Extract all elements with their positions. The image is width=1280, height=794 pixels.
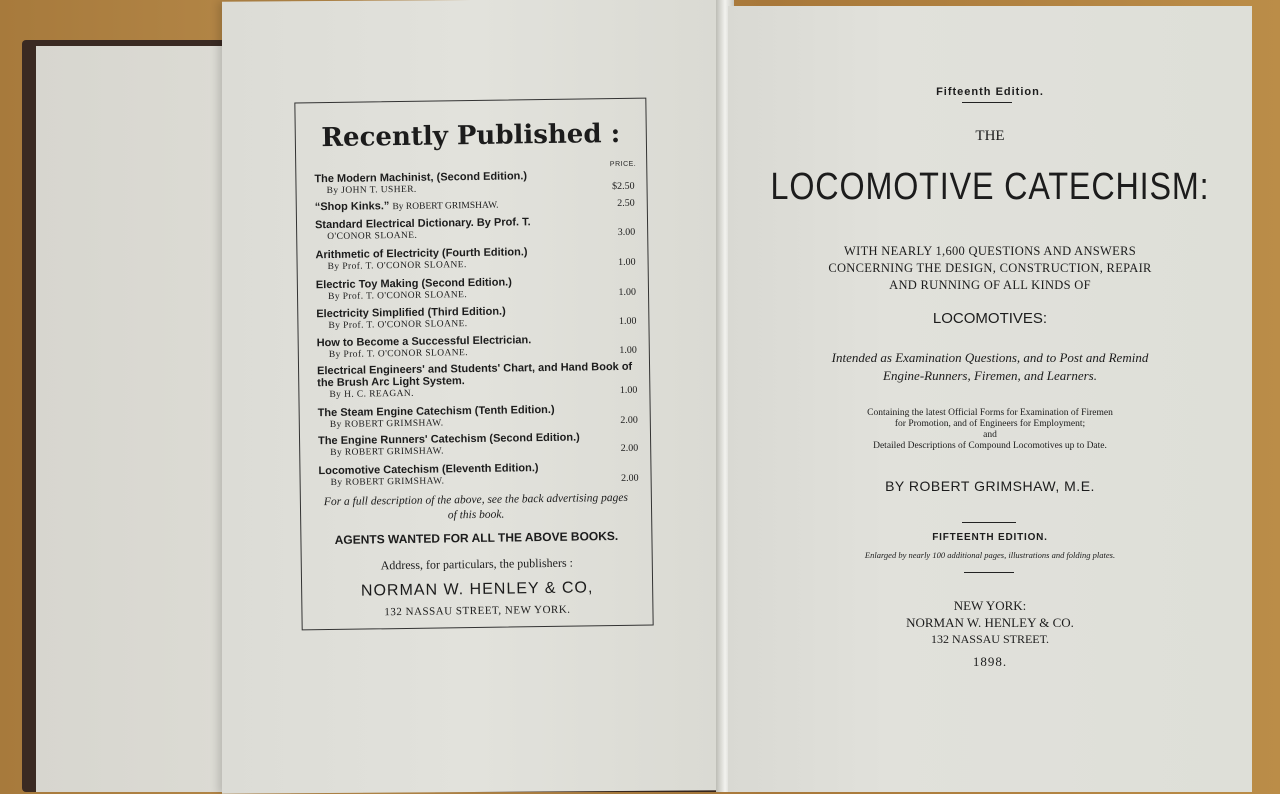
book-entry: The Steam Engine Catechism (Tenth Edition.) By ROBERT GRIMSHAW. 2.00 bbox=[317, 403, 638, 431]
address-line: Address, for particulars, the publishers : bbox=[380, 555, 574, 573]
imprint-city: NEW YORK: bbox=[953, 598, 1027, 613]
ad-title: Recently Published : bbox=[321, 118, 621, 154]
subtitle-line: WITH NEARLY 1,600 QUESTIONS AND ANSWERS bbox=[844, 244, 1136, 258]
ad-note: For a full description of the above, see the back advertising pages of this book. bbox=[323, 491, 628, 522]
edition-top: Fifteenth Edition. bbox=[936, 86, 1044, 98]
advertisement-box bbox=[294, 98, 653, 631]
book-entry: How to Become a Successful Electrician. By Prof. T. O'CONOR SLOANE. 1.00 bbox=[316, 334, 637, 361]
price-header: PRICE. bbox=[609, 160, 637, 169]
containing-line: Detailed Descriptions of Compound Locomotives up to Date. bbox=[873, 441, 1107, 451]
subtitle-line: AND RUNNING OF ALL KINDS OF bbox=[889, 278, 1091, 292]
book-entry: Electrical Engineers' and Students' Chart, and Hand Book of the Brush Arc Light System. By H. C. REAGAN. 1.00 bbox=[317, 360, 638, 401]
book-entry: The Modern Machinist, (Second Edition.) By JOHN T. USHER. $2.50 bbox=[314, 170, 635, 197]
enlarged-note: Enlarged by nearly 100 additional pages, illustrations and folding plates. bbox=[864, 550, 1116, 560]
rule bbox=[964, 572, 1014, 573]
book-entry: Electric Toy Making (Second Edition.) By Prof. T. O'CONOR SLOANE. 1.00 bbox=[315, 276, 637, 303]
containing-line: and bbox=[983, 430, 997, 440]
intended-line: Engine-Runners, Firemen, and Learners. bbox=[883, 368, 1097, 383]
book-entry: “Shop Kinks.” By ROBERT GRIMSHAW. 2.50 bbox=[314, 197, 635, 214]
title-page bbox=[728, 6, 1252, 792]
imprint-year: 1898. bbox=[972, 654, 1008, 669]
locomotives-heading: LOCOMOTIVES: bbox=[932, 310, 1048, 327]
book-entry: Electricity Simplified (Third Edition.) By Prof. T. O'CONOR SLOANE. 1.00 bbox=[316, 305, 637, 332]
publisher-name: NORMAN W. HENLEY & CO, bbox=[360, 579, 594, 600]
containing-line: for Promotion, and of Engineers for Employment; bbox=[894, 419, 1086, 429]
main-title: LOCOMOTIVE CATECHISM: bbox=[770, 166, 1210, 208]
author-line: BY ROBERT GRIMSHAW, M.E. bbox=[885, 478, 1095, 494]
agents-wanted: AGENTS WANTED FOR ALL THE ABOVE BOOKS. bbox=[334, 529, 619, 547]
imprint-street: 132 NASSAU STREET. bbox=[930, 632, 1050, 646]
book-entry: The Engine Runners' Catechism (Second Edition.) By ROBERT GRIMSHAW. 2.00 bbox=[317, 431, 639, 459]
rule bbox=[962, 522, 1016, 523]
containing-line: Containing the latest Official Forms for Examination of Firemen bbox=[867, 408, 1113, 418]
book-entry: Locomotive Catechism (Eleventh Edition.) By ROBERT GRIMSHAW. 2.00 bbox=[318, 462, 639, 489]
intended-line: Intended as Examination Questions, and to Post and Remind bbox=[831, 350, 1149, 365]
title-the: THE bbox=[975, 128, 1005, 144]
subtitle-line: CONCERNING THE DESIGN, CONSTRUCTION, REPAIR bbox=[828, 261, 1152, 275]
book-entry: Arithmetic of Electricity (Fourth Edition.) By Prof. T. O'CONOR SLOANE. 1.00 bbox=[315, 246, 636, 273]
rule bbox=[962, 102, 1012, 103]
book-entry: Standard Electrical Dictionary. By Prof. T. O'CONOR SLOANE. 3.00 bbox=[314, 216, 636, 243]
edition-mid: FIFTEENTH EDITION. bbox=[932, 532, 1048, 543]
publisher-street: 132 NASSAU STREET, NEW YORK. bbox=[384, 603, 571, 619]
imprint-publisher: NORMAN W. HENLEY & CO. bbox=[906, 615, 1074, 630]
